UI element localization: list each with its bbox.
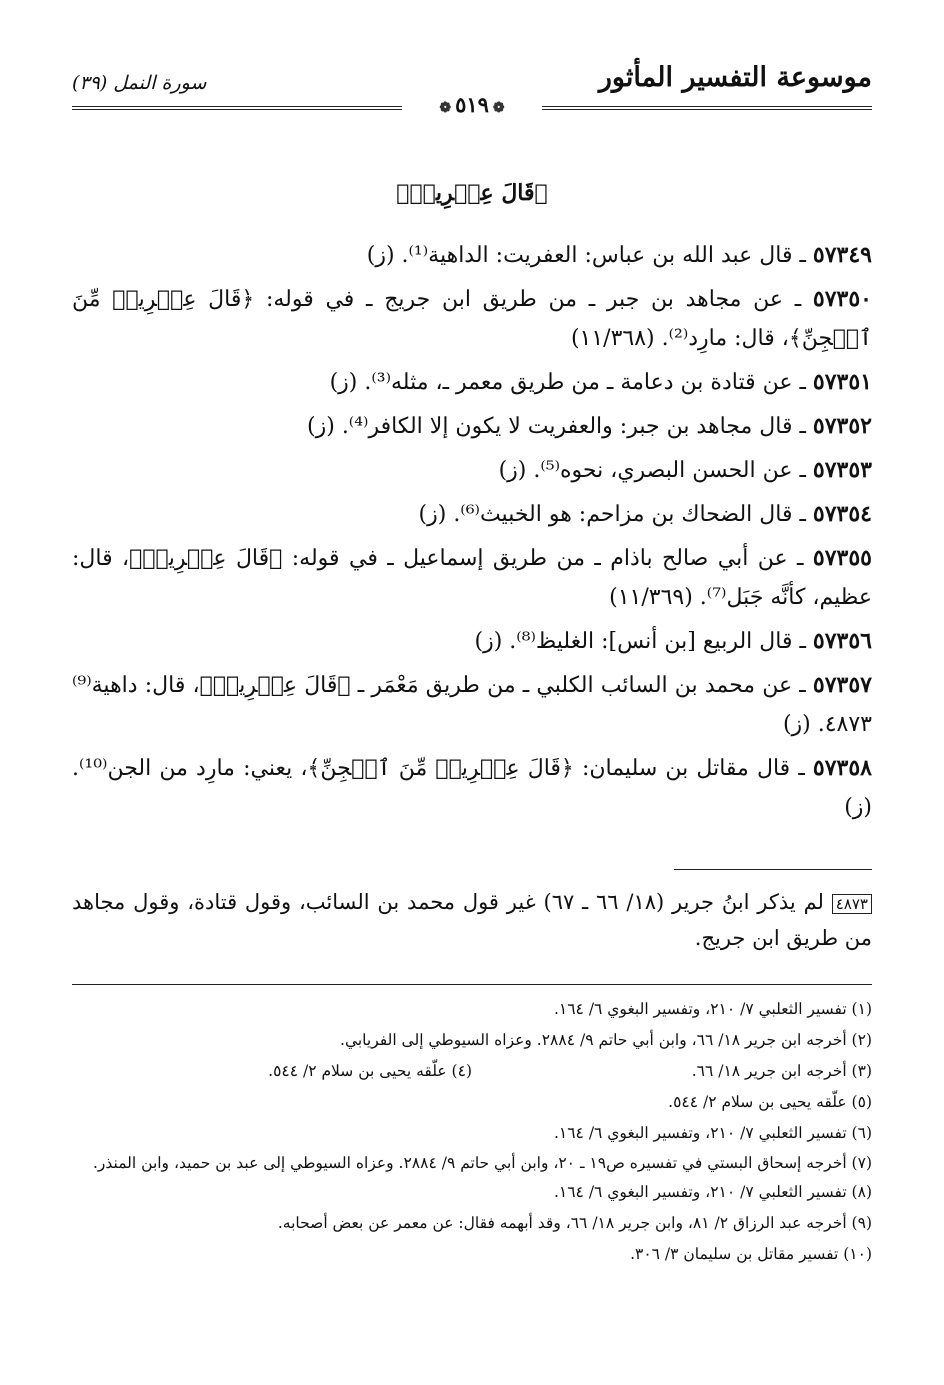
- entry-text: ـ عن مجاهد بن جبر ـ من طريق ابن جريج ـ في قوله: ﴿قَالَ عِفۡرِيتٞ مِّنَ ٱلۡجِنِّ﴾، قال: مارِد⁽²⁾. (١١/٣٦٨): [72, 287, 872, 351]
- book-title: موسوعة التفسير المأثور: [598, 62, 872, 93]
- narration-entry: [72, 666, 872, 744]
- narration-entry: [72, 236, 872, 275]
- narration-entry: [72, 539, 872, 617]
- entry-text: ـ قال الضحاك بن مزاحم: هو الخبيث⁽⁶⁾. (ز): [418, 502, 813, 527]
- footnote: (٣) أخرجه ابن جرير ١٨/ ٦٦.: [691, 1062, 872, 1080]
- entry-text: ـ قال مجاهد بن جبر: والعفريت لا يكون إلا الكافر⁽⁴⁾. (ز): [307, 414, 813, 439]
- entry-number: ٥٧٣٥١: [812, 369, 872, 395]
- page-number-text: ٥١٩: [455, 92, 489, 117]
- narration-entry: [72, 363, 872, 402]
- footnote: (٦) تفسير الثعلبي ٧/ ٢١٠، وتفسير البغوي ٦/ ١٦٤.: [553, 1124, 872, 1142]
- entry-text: ـ قال مقاتل بن سليمان: ﴿قَالَ عِفۡرِيتٞ مِّنَ ٱلۡجِنِّ﴾، يعني: مارِد من الجن⁽¹⁰⁾. (ز): [72, 756, 872, 820]
- page-number: [412, 92, 532, 117]
- entry-number: ٥٧٣٥٥: [812, 545, 872, 571]
- narration-entry: [72, 407, 872, 446]
- footnote: (١) تفسير الثعلبي ٧/ ٢١٠، وتفسير البغوي ٦/ ١٦٤.: [553, 1000, 872, 1018]
- footnote: (٧) أخرجه إسحاق البستي في تفسيره ص١٩ ـ ٢٠، وابن أبي حاتم ٩/ ٢٨٨٤. وعزاه السيوطي إلى عبد بن حميد، وابن المنذر.: [93, 1154, 872, 1172]
- narration-entry: [72, 495, 872, 534]
- entry-number: ٥٧٣٥٣: [812, 457, 872, 483]
- footnote: (٩) أخرجه عبد الرزاق ٢/ ٨١، وابن جرير ١٨/ ٦٦، وقد أبهمه فقال: عن معمر عن بعض أصحابه.: [277, 1214, 872, 1232]
- header-rule-right: [542, 106, 872, 110]
- footnote-row: [72, 1056, 872, 1087]
- surah-title: سورة النمل (٣٩): [72, 72, 207, 94]
- entry-text: ـ عن قتادة بن دعامة ـ من طريق معمر ـ، مثله⁽³⁾. (ز): [329, 370, 813, 395]
- entry-text: ـ قال عبد الله بن عباس: العفريت: الداهية⁽¹⁾. (ز): [366, 243, 813, 268]
- footnote: (٤) علّقه يحيى بن سلام ٢/ ٥٤٤.: [268, 1062, 472, 1080]
- ornament-icon: ❁: [439, 100, 452, 116]
- narration-entry: [72, 280, 872, 358]
- footnote: (١٠) تفسير مقاتل بن سليمان ٣/ ٣٠٦.: [630, 1245, 872, 1263]
- footnote: (٨) تفسير الثعلبي ٧/ ٢١٠، وتفسير البغوي ٦/ ١٦٤.: [553, 1183, 872, 1201]
- entry-number: ٥٧٣٤٩: [812, 242, 872, 268]
- commentary-box-number: ٤٨٧٣: [832, 894, 872, 914]
- entry-number: ٥٧٣٥٧: [812, 672, 872, 698]
- page-header: [72, 62, 872, 120]
- narration-entry: [72, 749, 872, 827]
- footnotes: [72, 994, 872, 1270]
- entry-number: ٥٧٣٥٠: [812, 286, 872, 312]
- entry-text: ـ عن الحسن البصري، نحوه⁽⁵⁾. (ز): [498, 458, 813, 483]
- commentary-divider: [674, 869, 872, 870]
- narrations-list: [72, 236, 872, 832]
- section-heading: ﴿قَالَ عِفۡرِيتٞ﴾: [396, 180, 548, 206]
- ornament-icon: ❁: [492, 100, 505, 116]
- commentary-text: لم يذكر ابنُ جرير (١٨/ ٦٦ ـ ٦٧) غير قول محمد بن السائب، وقول قتادة، وقول مجاهد من طريق ابن جريج.: [72, 890, 872, 950]
- entry-text: ـ قال الربيع [بن أنس]: الغليظ⁽⁸⁾. (ز): [474, 629, 813, 654]
- entry-number: ٥٧٣٥٨: [812, 755, 872, 781]
- entry-text: ـ عن محمد بن السائب الكلبي ـ من طريق مَعْمَر ـ ﴿قَالَ عِفۡرِيتٞ﴾، قال: داهية⁽⁹⁾ ٤٨٧٣. (ز): [72, 673, 872, 737]
- commentary-note: [72, 884, 872, 956]
- entry-text: ـ عن أبي صالح باذام ـ من طريق إسماعيل ـ في قوله: ﴿قَالَ عِفۡرِيتٞ﴾، قال: عظيم، كأنَّه جَبَل⁽⁷⁾. (١١/٣٦٩): [72, 546, 872, 610]
- footnote: (٥) علّقه يحيى بن سلام ٢/ ٥٤٤.: [668, 1093, 872, 1111]
- entry-number: ٥٧٣٥٢: [812, 413, 872, 439]
- entry-number: ٥٧٣٥٦: [812, 628, 872, 654]
- narration-entry: [72, 451, 872, 490]
- footnotes-divider: [72, 984, 872, 985]
- footnote: (٢) أخرجه ابن جرير ١٨/ ٦٦، وابن أبي حاتم ٩/ ٢٨٨٤. وعزاه السيوطي إلى الفريابي.: [340, 1031, 872, 1049]
- entry-number: ٥٧٣٥٤: [812, 501, 872, 527]
- narration-entry: [72, 622, 872, 661]
- header-rule-left: [72, 106, 402, 110]
